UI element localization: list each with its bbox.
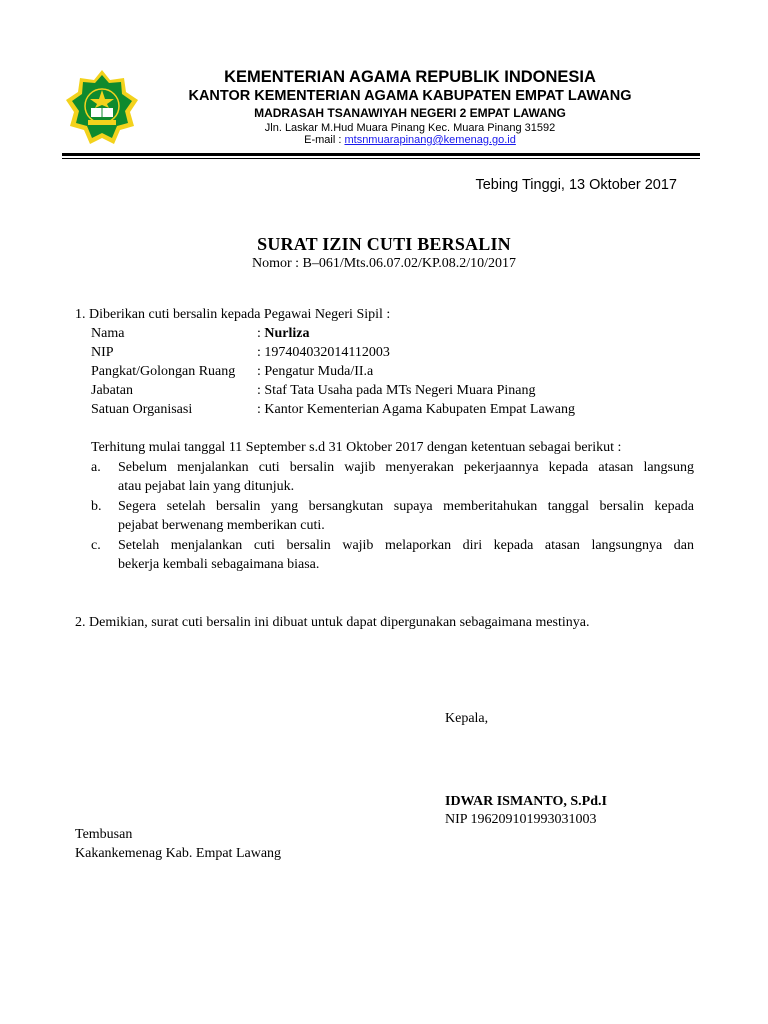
document-number: Nomor : B–061/Mts.06.07.02/KP.08.2/10/2017 [251, 256, 517, 271]
term-c-line1: Setelah menjalankan cuti bersalin wajib melaporkan diri kepada atasan langsungnya dan [118, 538, 694, 553]
term-c-marker: c. [91, 538, 101, 553]
kemenag-emblem-icon [64, 68, 140, 148]
terms-intro: Terhitung mulai tanggal 11 September s.d 31 Oktober 2017 dengan ketentuan sebagai berikut : [91, 440, 622, 455]
agency-name: KEMENTERIAN AGAMA REPUBLIK INDONESIA [224, 68, 596, 86]
field-value-nama: : Nurliza [257, 326, 310, 341]
term-b-marker: b. [91, 499, 102, 514]
school-address: Jln. Laskar M.Hud Muara Pinang Kec. Muara Pinang 31592 [264, 122, 556, 134]
school-email-line [140, 134, 680, 146]
cc-recipient: Kakankemenag Kab. Empat Lawang [75, 846, 282, 861]
place-date: Tebing Tinggi, 13 Oktober 2017 [475, 177, 677, 193]
field-value-pangkat: : Pengatur Muda/II.a [257, 364, 374, 379]
field-value-nip: : 197404032014112003 [257, 345, 390, 360]
term-c-line2: bekerja kembali sebagaimana biasa. [118, 557, 320, 572]
cc-label: Tembusan [75, 827, 133, 842]
signatory-name: IDWAR ISMANTO, S.Pd.I [445, 794, 607, 809]
term-a-line2: atau pejabat lain yang ditunjuk. [118, 479, 295, 494]
field-label-jabatan: Jabatan [91, 383, 133, 398]
email-link[interactable]: mtsnmuarapinang@kemenag.go.id [344, 134, 516, 146]
field-label-pangkat: Pangkat/Golongan Ruang [91, 364, 236, 379]
office-name: KANTOR KEMENTERIAN AGAMA KABUPATEN EMPAT LAWANG [188, 88, 632, 104]
term-b-line2: pejabat berwenang memberikan cuti. [118, 518, 325, 533]
term-a-line1: Sebelum menjalankan cuti bersalin wajib menyerakan pekerjaannya kepada atasan langsung [118, 460, 694, 475]
item1-intro: 1. Diberikan cuti bersalin kepada Pegawai Negeri Sipil : [75, 307, 391, 322]
school-name: MADRASAH TSANAWIYAH NEGERI 2 EMPAT LAWANG [254, 106, 566, 120]
field-value-satuan: : Kantor Kementerian Agama Kabupaten Empat Lawang [257, 402, 575, 417]
term-b-line1: Segera setelah bersalin yang bersangkutan supaya memberitahukan tanggal bersalin kepada [118, 499, 694, 514]
document-title: SURAT IZIN CUTI BERSALIN [257, 234, 511, 254]
field-label-nip: NIP [91, 345, 114, 360]
letterhead-rule-thin [62, 158, 700, 159]
signatory-title: Kepala, [445, 711, 489, 726]
term-a-marker: a. [91, 460, 101, 475]
field-label-nama: Nama [91, 326, 125, 341]
email-label: E-mail : [304, 134, 345, 146]
field-label-satuan: Satuan Organisasi [91, 402, 193, 417]
field-value-jabatan: : Staf Tata Usaha pada MTs Negeri Muara Pinang [257, 383, 536, 398]
item2-closing: 2. Demikian, surat cuti bersalin ini dibuat untuk dapat dipergunakan sebagaimana mestinya. [75, 615, 590, 630]
letterhead-rule-thick [62, 153, 700, 156]
signatory-nip: NIP 196209101993031003 [445, 812, 597, 827]
